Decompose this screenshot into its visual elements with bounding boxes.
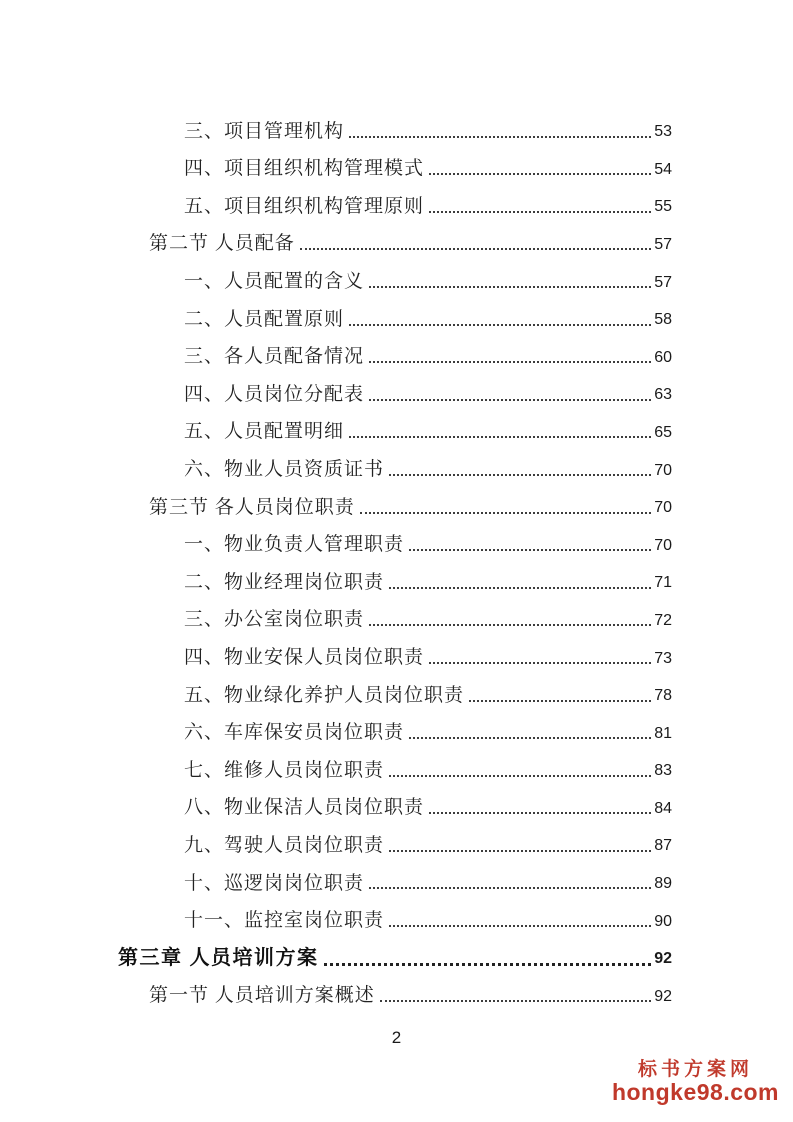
toc-entry[interactable] — [118, 555, 672, 593]
toc-dot-leader — [300, 248, 651, 250]
toc-dot-leader — [349, 324, 651, 326]
toc-entry[interactable] — [118, 630, 672, 668]
toc-entry-page-number: 87 — [654, 837, 672, 855]
toc-entry[interactable] — [118, 480, 672, 518]
toc-entry-page-number: 81 — [654, 724, 672, 742]
toc-entry-page-number: 71 — [654, 574, 672, 592]
toc-entry[interactable] — [118, 969, 672, 1007]
toc-dot-leader — [369, 399, 651, 401]
toc-entry-label: 五、物业绿化养护人员岗位职责 — [184, 684, 465, 706]
toc-dot-leader — [409, 549, 651, 551]
toc-dot-leader — [389, 925, 651, 927]
toc-entry-label: 四、物业安保人员岗位职责 — [184, 646, 425, 668]
toc-dot-leader — [324, 963, 652, 966]
toc-entry-label: 八、物业保洁人员岗位职责 — [184, 797, 425, 819]
toc-entry[interactable] — [118, 405, 672, 443]
toc-dot-leader — [429, 662, 651, 664]
toc-dot-leader — [369, 887, 651, 889]
toc-dot-leader — [380, 1000, 651, 1002]
toc-entry-page-number: 92 — [654, 950, 672, 968]
toc-dot-leader — [349, 436, 651, 438]
toc-entry-page-number: 57 — [654, 273, 672, 291]
toc-entry-label: 第二节 人员配备 — [149, 233, 295, 255]
toc-entry[interactable] — [118, 179, 672, 217]
toc-entry-page-number: 72 — [654, 611, 672, 629]
toc-dot-leader — [429, 812, 651, 814]
toc-entry[interactable] — [118, 442, 672, 480]
toc-entry-label: 六、车库保安员岗位职责 — [184, 722, 405, 744]
toc-dot-leader — [429, 173, 651, 175]
toc-entry-page-number: 57 — [654, 235, 672, 253]
toc-entry-label: 一、人员配置的含义 — [184, 271, 365, 293]
watermark-site-name: 标书方案网 — [637, 1059, 753, 1080]
toc-entry-page-number: 84 — [654, 799, 672, 817]
toc-entry-label: 五、项目组织机构管理原则 — [184, 195, 425, 217]
toc-entry-page-number: 73 — [654, 649, 672, 667]
toc-entry-label: 四、人员岗位分配表 — [184, 383, 365, 405]
toc-entry-page-number: 78 — [654, 687, 672, 705]
table-of-contents — [118, 104, 672, 1006]
toc-entry[interactable] — [118, 856, 672, 894]
watermark-logo — [612, 1060, 779, 1104]
toc-entry-label: 六、物业人员资质证书 — [184, 459, 385, 480]
toc-dot-leader — [389, 850, 651, 852]
toc-entry[interactable] — [118, 518, 672, 556]
toc-entry-page-number: 53 — [654, 123, 672, 141]
toc-dot-leader — [349, 136, 651, 138]
watermark-site-url: hongke98.com — [611, 1079, 779, 1105]
page-number: 2 — [391, 1028, 402, 1047]
toc-entry-page-number: 63 — [654, 386, 672, 404]
toc-entry-label: 九、驾驶人员岗位职责 — [184, 834, 385, 856]
toc-entry[interactable] — [118, 743, 672, 781]
toc-entry[interactable] — [118, 781, 672, 819]
toc-entry-page-number: 60 — [654, 348, 672, 366]
toc-entry[interactable] — [118, 706, 672, 744]
toc-entry-label: 二、人员配置原则 — [184, 308, 345, 330]
toc-entry-page-number: 70 — [654, 461, 672, 479]
toc-entry-label: 十、巡逻岗岗位职责 — [184, 872, 365, 894]
toc-entry[interactable] — [118, 931, 672, 969]
toc-entry[interactable] — [118, 668, 672, 706]
toc-entry-label: 第三章 人员培训方案 — [118, 946, 319, 969]
toc-entry[interactable] — [118, 818, 672, 856]
toc-entry-page-number: 55 — [654, 198, 672, 216]
toc-dot-leader — [389, 775, 651, 777]
toc-entry-label: 三、项目管理机构 — [184, 120, 345, 142]
toc-dot-leader — [469, 700, 651, 702]
toc-entry-label: 三、各人员配备情况 — [184, 346, 365, 368]
toc-entry-page-number: 58 — [654, 311, 672, 329]
toc-dot-leader — [369, 361, 651, 363]
toc-entry[interactable] — [118, 292, 672, 330]
toc-entry-page-number: 89 — [654, 875, 672, 893]
toc-entry-page-number: 70 — [654, 499, 672, 517]
toc-dot-leader — [389, 587, 651, 589]
toc-entry[interactable] — [118, 330, 672, 368]
toc-entry[interactable] — [118, 142, 672, 180]
toc-dot-leader — [389, 474, 651, 476]
toc-dot-leader — [429, 211, 651, 213]
toc-entry[interactable] — [118, 217, 672, 255]
toc-entry-page-number: 92 — [654, 987, 672, 1005]
toc-entry[interactable] — [118, 593, 672, 631]
toc-entry-page-number: 90 — [654, 912, 672, 930]
toc-entry-page-number: 65 — [654, 423, 672, 441]
toc-entry[interactable] — [118, 893, 672, 931]
toc-entry-label: 第三节 各人员岗位职责 — [149, 496, 355, 518]
toc-entry-label: 三、办公室岗位职责 — [184, 609, 365, 631]
toc-entry-page-number: 54 — [654, 160, 672, 178]
toc-entry-label: 四、项目组织机构管理模式 — [184, 158, 425, 180]
toc-dot-leader — [369, 286, 651, 288]
toc-entry-page-number: 83 — [654, 762, 672, 780]
toc-entry-label: 第一节 人员培训方案概述 — [149, 985, 375, 1007]
toc-dot-leader — [369, 624, 651, 626]
toc-entry-page-number: 70 — [654, 536, 672, 554]
toc-dot-leader — [409, 737, 651, 739]
toc-entry-label: 十一、监控室岗位职责 — [184, 910, 385, 932]
toc-entry-label: 七、维修人员岗位职责 — [184, 759, 385, 781]
toc-entry-label: 二、物业经理岗位职责 — [184, 571, 385, 593]
toc-entry[interactable] — [118, 254, 672, 292]
toc-entry-label: 一、物业负责人管理职责 — [184, 534, 405, 556]
toc-dot-leader — [360, 512, 651, 514]
toc-entry[interactable] — [118, 367, 672, 405]
toc-entry-label: 五、人员配置明细 — [184, 421, 345, 443]
toc-entry[interactable] — [118, 104, 672, 142]
